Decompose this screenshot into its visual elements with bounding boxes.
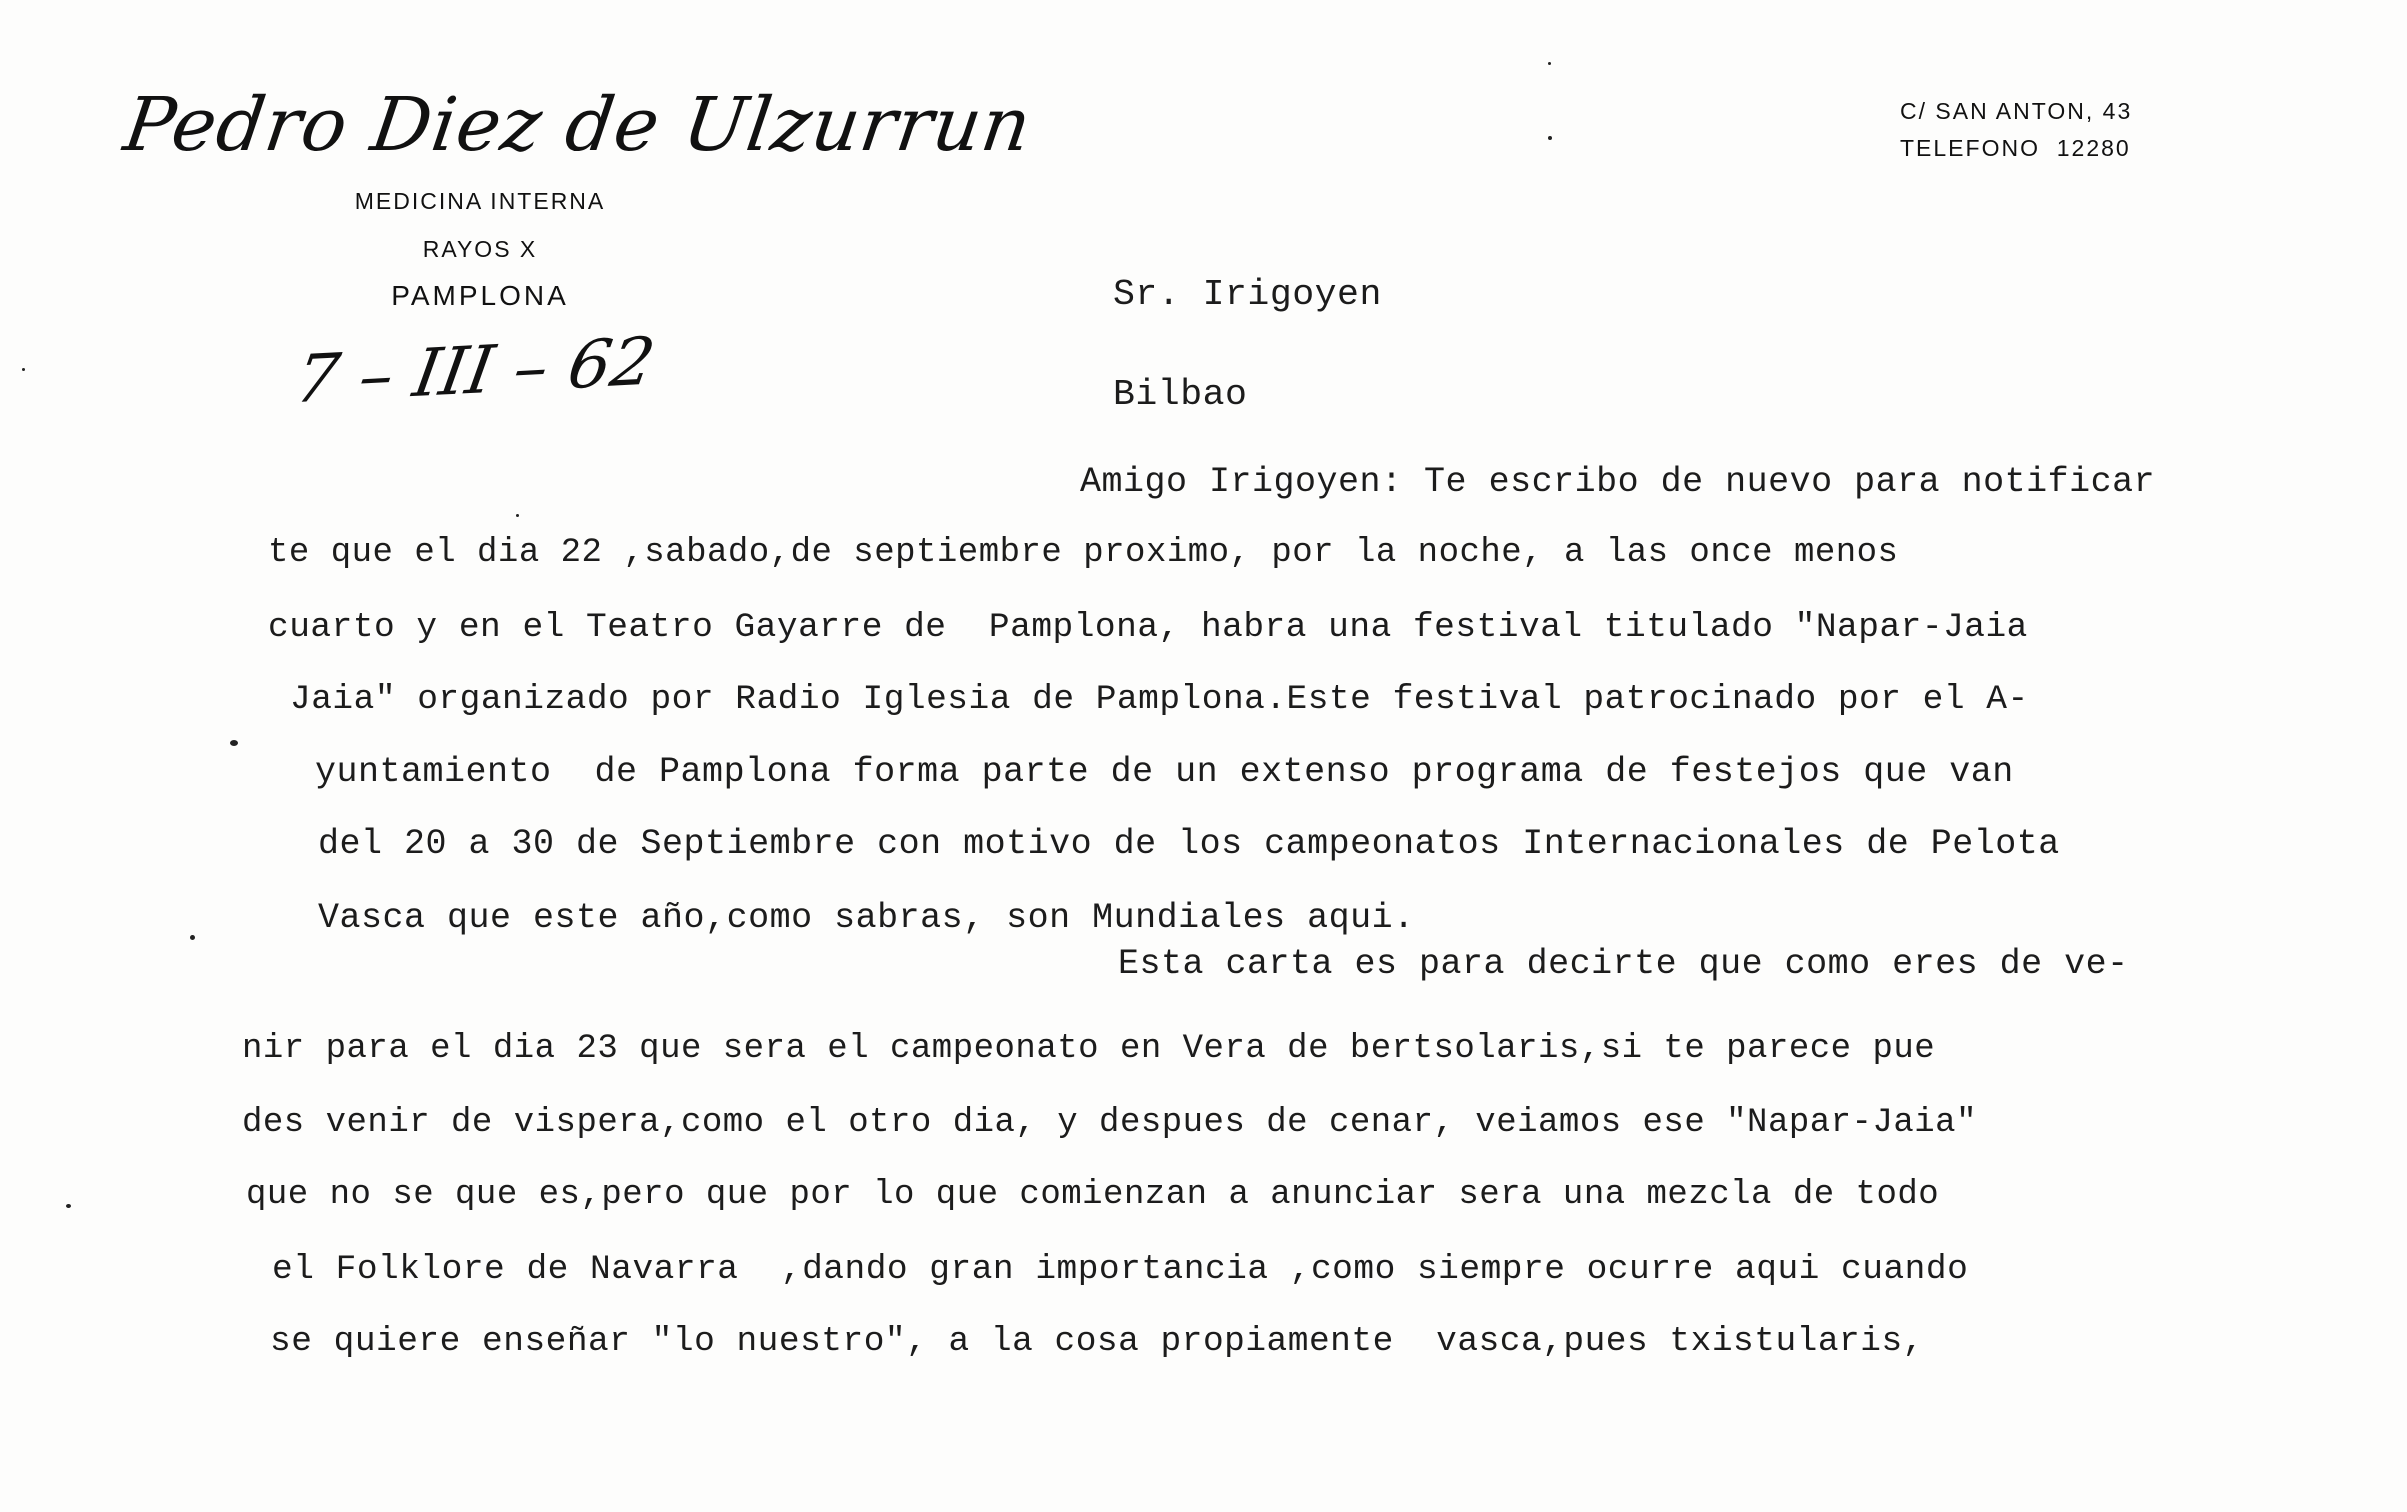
- body-line: Amigo Irigoyen: Te escribo de nuevo para notificar: [1080, 462, 2156, 502]
- scan-speck: [66, 1204, 71, 1208]
- letterhead-specialty: MEDICINA INTERNA: [354, 188, 606, 214]
- body-line: te que el dia 22 ,sabado,de septiembre proximo, por la noche, a las once menos: [268, 534, 1899, 572]
- body-line: que no se que es,pero que por lo que comienzan a anunciar sera una mezcla de todo: [246, 1176, 1940, 1214]
- scan-speck: [516, 514, 519, 517]
- body-line: se quiere enseñar "lo nuestro", a la cosa propiamente vasca,pues txistularis,: [270, 1322, 1924, 1361]
- scan-speck: [1548, 62, 1551, 65]
- letterhead-name: Pedro Diez de Ulzurrun: [118, 82, 1037, 168]
- letterhead-imaging: RAYOS X: [422, 236, 538, 262]
- scan-speck: [22, 368, 25, 371]
- body-line: Jaia" organizado por Radio Iglesia de Pamplona.Este festival patrocinado por el A-: [290, 680, 2029, 719]
- body-line: cuarto y en el Teatro Gayarre de Pamplona, habra una festival titulado "Napar-Jaia: [268, 608, 2028, 647]
- letterhead-phone: TELEFONO 12280: [1900, 135, 2131, 161]
- handwritten-date: 7 – III – 62: [290, 322, 660, 419]
- body-line: el Folklore de Navarra ,dando gran importancia ,como siempre ocurre aqui cuando: [272, 1250, 1969, 1289]
- body-line: yuntamiento de Pamplona forma parte de un extenso programa de festejos que van: [315, 752, 2014, 792]
- body-line: Esta carta es para decirte que como eres de ve-: [1118, 944, 2129, 984]
- recipient-name: Sr. Irigoyen: [1113, 274, 1382, 315]
- body-line: des venir de vispera,como el otro dia, y despues de cenar, veiamos ese "Napar-Jaia": [242, 1104, 1977, 1142]
- body-line: Vasca que este año,como sabras, son Mundiales aqui.: [318, 898, 1415, 938]
- letterhead-city: PAMPLONA: [391, 280, 569, 311]
- body-line: del 20 a 30 de Septiembre con motivo de los campeonatos Internacionales de Pelota: [318, 824, 2060, 864]
- letterhead-contact: [1900, 93, 2132, 167]
- scan-speck: [230, 740, 238, 746]
- scan-speck: [190, 935, 195, 940]
- recipient-city: Bilbao: [1113, 374, 1248, 415]
- body-line: nir para el dia 23 que sera el campeonato en Vera de bertsolaris,si te parece pue: [242, 1030, 1936, 1068]
- scan-speck: [1548, 136, 1552, 140]
- letterhead-address: C/ SAN ANTON, 43: [1900, 98, 2133, 124]
